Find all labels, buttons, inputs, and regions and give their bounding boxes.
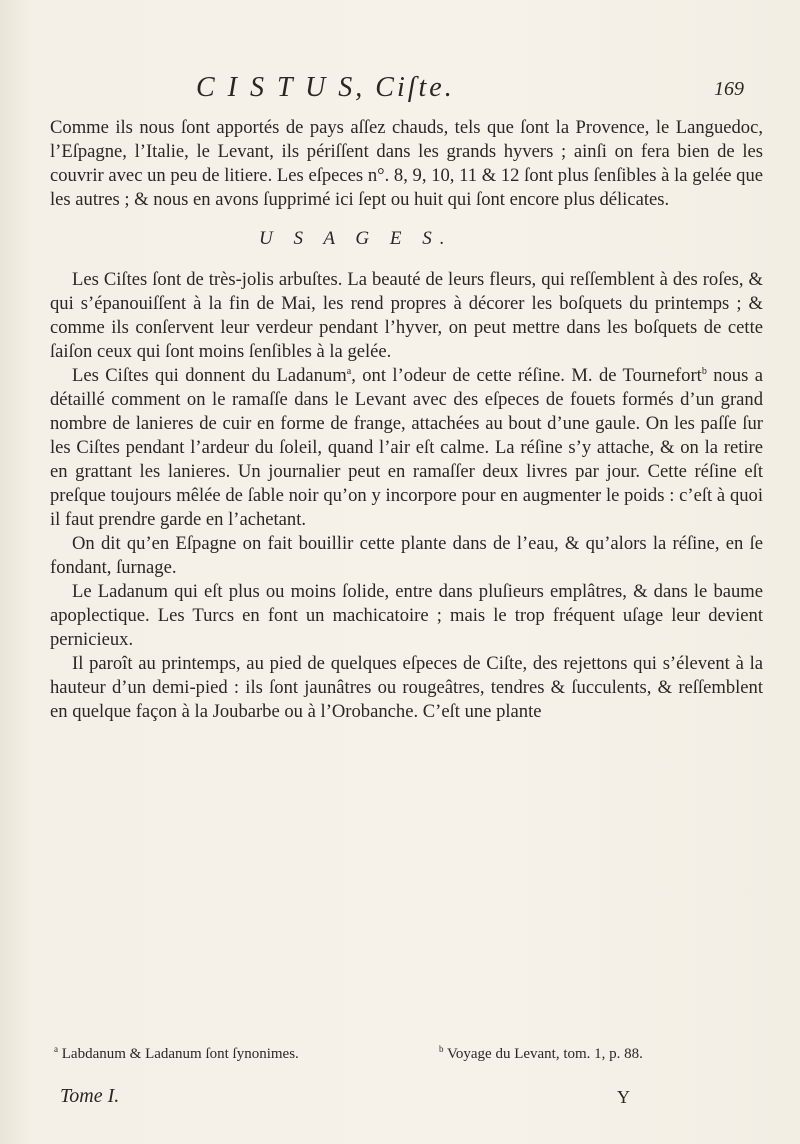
paragraph-text: , ont l’odeur de cette réſine. M. de Tournefort (351, 365, 702, 386)
footnote-ref-b: b (701, 365, 707, 377)
footnote-marker: b (439, 1044, 444, 1054)
page-body (50, 116, 763, 724)
paragraph-intro: Comme ils nous ſont apportés de pays aſſez chauds, tels que ſont la Provence, le Languedoc, l’Eſpagne, l’Italie, le Levant, ils périſſent dans les grands hyvers ; ainſi on fera bien de les couvrir avec un peu de litiere. Les eſpeces n°. 8, 9, 10, 11 & 12 ſont plus ſenſibles à la gelée que les autres ; & nous en avons ſupprimé ici ſept ou huit qui ſont encore plus délicates. (50, 117, 763, 210)
footnote-a (54, 1045, 384, 1063)
paragraph-usages-3: On dit qu’en Eſpagne on fait bouillir cette plante dans de l’eau, & qu’alors la réſine, en ſe fondant, ſurnage. (50, 533, 763, 578)
paragraph-usages-5: Il paroît au printemps, au pied de quelques eſpeces de Ciſte, des rejettons qui s’élevent à la hauteur d’un demi-pied : ils ſont jaunâtres ou rougeâtres, tendres & ſucculents, & reſſemblent en quelque façon à la Joubarbe ou à l’Orobanche. C’eſt une plante (50, 653, 763, 722)
paragraph-usages-2 (50, 364, 763, 532)
signature-mark: Y (617, 1087, 630, 1107)
footnote-marker: a (54, 1044, 58, 1054)
page-footer (50, 1085, 763, 1115)
paragraph-text: Les Ciſtes qui donnent du Ladanum (72, 365, 347, 386)
volume-label: Tome I. (60, 1085, 120, 1107)
paragraph-text: nous a détaillé comment on le ramaſſe dans le Levant avec des eſpeces de fouets formés d’un grand nombre de lanieres de cuir en forme de frange, attachées au bout d’une gaule. On les paſſe ſur les Ciſtes pendant l’ardeur du ſoleil, quand l’air eſt calme. La réſine s’y attache, & on la retire en grattant les lanieres. Un journalier peut en ramaſſer deux livres par jour. Cette réſine eſt preſque toujours mêlée de ſable noir qu’on y incorpore pour en augmenter le poids : c’eſt à quoi il faut prendre garde en l’achetant. (50, 365, 764, 530)
footnote-text: Labdanum & Ladanum ſont ſynonimes. (61, 1046, 299, 1062)
paragraph-usages-4: Le Ladanum qui eſt plus ou moins ſolide, entre dans pluſieurs emplâtres, & dans le baume apoplectique. Les Turcs en font un machicatoire ; mais le trop fréquent uſage leur devient pernicieux. (50, 581, 763, 650)
paragraph-usages-1: Les Ciſtes ſont de très-jolis arbuſtes. La beauté de leurs fleurs, qui reſſemblent à des roſes, & qui s’épanouiſſent à la fin de Mai, les rend propres à décorer les boſquets du printemps ; & comme ils conſervent leur verdeur pendant l’hyver, on peut mettre dans les boſquets de cette ſaiſon ceux qui ſont moins ſenſibles à la gelée. (50, 269, 763, 362)
running-title: C I S T U S, Ciſte. (196, 72, 455, 103)
page-header (196, 72, 744, 112)
page-number: 169 (714, 78, 744, 100)
footnote-ref-a: a (346, 365, 352, 377)
footnote-b (439, 1045, 769, 1063)
footnote-text: Voyage du Levant, tom. 1, p. 88. (446, 1046, 643, 1062)
section-heading-usages: U S A G E S. (259, 228, 453, 249)
